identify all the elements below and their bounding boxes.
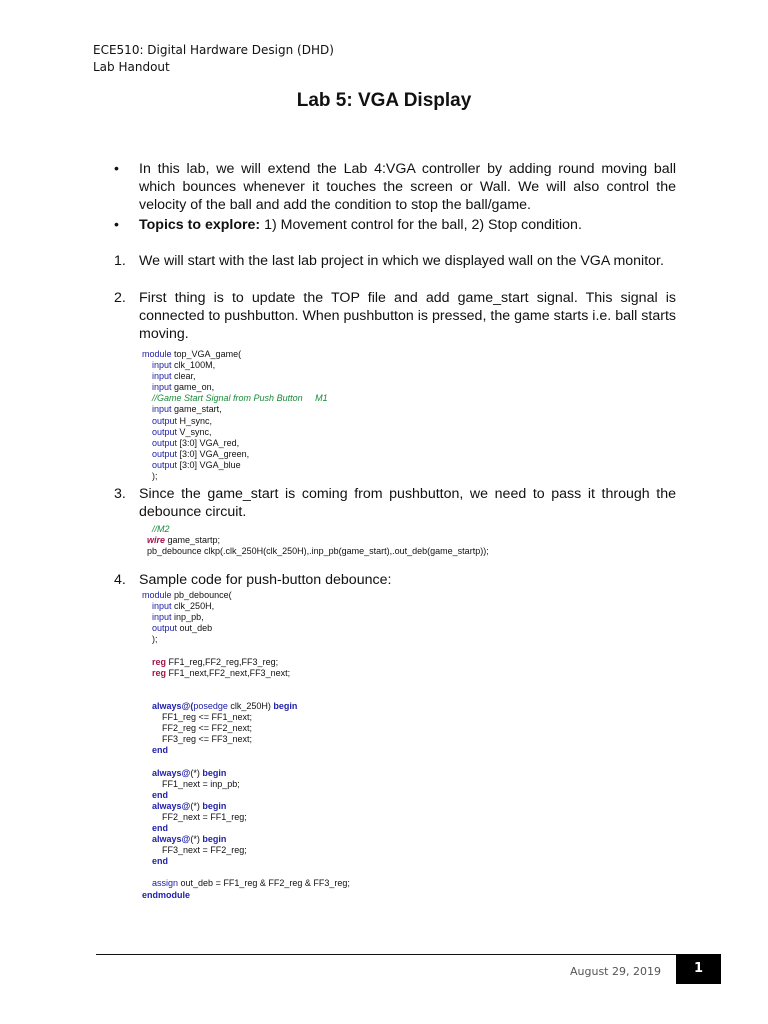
code-token — [142, 668, 152, 678]
bullet-text: In this lab, we will extend the Lab 4:VGA controller by adding round moving ball which bounces whenever it touches the screen or Wall. We will also control the velocity of the ball and add the condition to stop the ball/game. — [139, 161, 676, 214]
code-token: output — [152, 448, 178, 459]
code-line — [142, 801, 350, 812]
step-text: Sample code for push-button debounce: — [139, 572, 392, 588]
code-token — [142, 393, 152, 403]
code-line — [142, 427, 328, 438]
code-line — [142, 645, 350, 656]
code-token: //M2 — [152, 524, 170, 534]
code-line — [142, 690, 350, 701]
code-token: out_deb = FF1_reg & FF2_reg & FF3_reg; — [178, 878, 350, 889]
code-token: H_sync, — [177, 415, 213, 426]
code-token: game_startp; — [165, 535, 221, 546]
code-token: always@ — [152, 834, 191, 845]
code-token: end — [152, 745, 169, 756]
step-item — [114, 289, 676, 344]
code-token: game_on, — [171, 382, 215, 393]
code-line — [142, 404, 328, 415]
code-token: input — [152, 382, 172, 393]
code-line — [142, 546, 489, 557]
code-token — [142, 657, 152, 667]
step-number: 4. — [114, 572, 126, 588]
code-line — [142, 790, 350, 801]
code-token — [142, 416, 152, 426]
bullet-symbol: • — [114, 216, 119, 233]
code-token: output — [152, 437, 178, 448]
step-number: 3. — [114, 486, 126, 502]
code-token: reg — [152, 667, 167, 678]
bullet-symbol: • — [114, 161, 119, 177]
code-token — [142, 623, 152, 633]
code-token: FF2_reg <= FF2_next; — [142, 723, 253, 734]
code-token: FF1_next = inp_pb; — [142, 778, 240, 789]
code-token: posedge — [193, 700, 228, 711]
code-token: begin — [202, 800, 227, 811]
doc-type-header: Lab Handout — [93, 60, 170, 74]
code-line — [142, 393, 328, 404]
code-token — [142, 790, 152, 800]
code-line — [142, 349, 328, 360]
code-token — [142, 823, 152, 833]
code-line — [142, 679, 350, 690]
code-token: module — [142, 349, 172, 359]
code-line — [142, 867, 350, 878]
code-token — [142, 834, 152, 844]
code-line — [142, 524, 489, 535]
code-line — [142, 701, 350, 712]
code-line — [142, 590, 350, 601]
step-item — [114, 485, 676, 521]
code-line — [142, 438, 328, 449]
code-snippet-debounce-module — [142, 590, 350, 901]
code-token: endmodule — [142, 889, 191, 900]
code-line — [142, 657, 350, 668]
code-line — [142, 834, 350, 845]
bullet-item — [114, 160, 676, 215]
code-token: game_start, — [171, 404, 222, 415]
code-token — [142, 856, 152, 866]
code-token: wire — [147, 535, 166, 546]
code-token — [142, 801, 152, 811]
code-token: clk_100M, — [171, 360, 216, 371]
code-token: input — [152, 371, 172, 382]
code-token: assign — [152, 878, 179, 889]
bullet-text: 1) Movement control for the ball, 2) Stop condition. — [260, 216, 582, 233]
code-line — [142, 812, 350, 823]
code-snippet-debounce-instance — [142, 524, 489, 557]
code-line — [142, 382, 328, 393]
code-token: (*) — [190, 800, 203, 811]
code-line — [142, 712, 350, 723]
course-header: ECE510: Digital Hardware Design (DHD) — [93, 43, 334, 57]
code-line — [142, 371, 328, 382]
code-token — [142, 360, 152, 370]
footer-date: August 29, 2019 — [570, 965, 661, 978]
code-token — [142, 701, 152, 711]
code-token: input — [152, 360, 172, 371]
code-token: clear, — [171, 371, 196, 382]
code-token: inp_pb, — [171, 612, 204, 623]
code-token: top_VGA_game( — [171, 349, 242, 359]
code-line — [142, 745, 350, 756]
footer-rule — [96, 954, 676, 955]
code-token: end — [152, 856, 169, 867]
code-line — [142, 449, 328, 460]
code-token: ); — [142, 471, 158, 482]
code-line — [142, 856, 350, 867]
code-token: input — [152, 601, 172, 612]
code-token: always@ — [152, 767, 191, 778]
code-token: always@( — [152, 700, 194, 711]
code-line — [142, 634, 350, 645]
code-line — [142, 734, 350, 745]
code-line — [142, 823, 350, 834]
code-token — [142, 524, 152, 534]
code-token — [142, 449, 152, 459]
code-token: (*) — [190, 767, 203, 778]
code-token: end — [152, 789, 169, 800]
code-token — [142, 438, 152, 448]
code-line — [142, 779, 350, 790]
code-token: [3:0] VGA_green, — [177, 448, 250, 459]
code-token: clk_250H) — [227, 700, 274, 711]
code-line — [142, 845, 350, 856]
code-line — [142, 416, 328, 427]
code-token: output — [152, 623, 178, 634]
step-text: First thing is to update the TOP file and add game_start signal. This signal is connected to pushbutton. When pushbutton is pressed, the game starts i.e. ball starts moving. — [139, 290, 676, 343]
code-line — [142, 601, 350, 612]
code-token: output — [152, 415, 178, 426]
code-token: [3:0] VGA_red, — [177, 437, 240, 448]
code-token: FF1_reg <= FF1_next; — [142, 712, 253, 723]
step-text: Since the game_start is coming from pushbutton, we need to pass it through the debounce circuit. — [139, 486, 676, 521]
code-token — [142, 745, 152, 755]
code-token — [142, 878, 152, 888]
step-text: We will start with the last lab project in which we displayed wall on the VGA monitor. — [139, 253, 664, 269]
code-line — [142, 460, 328, 471]
page-title: Lab 5: VGA Display — [296, 90, 472, 111]
code-token — [142, 382, 152, 392]
code-line — [142, 768, 350, 779]
intro-bullets — [114, 160, 676, 234]
code-token: ); — [142, 634, 158, 645]
code-line — [142, 360, 328, 371]
code-token: begin — [273, 700, 298, 711]
code-token: output — [152, 426, 178, 437]
code-token: FF1_next,FF2_next,FF3_next; — [166, 667, 291, 678]
code-snippet-top-module — [142, 349, 328, 482]
code-line — [142, 878, 350, 889]
code-token: //Game Start Signal from Push Button M1 — [152, 393, 328, 404]
code-token: FF1_reg,FF2_reg,FF3_reg; — [166, 656, 279, 667]
code-token: [3:0] VGA_blue — [177, 459, 241, 470]
bullet-prefix: Topics to explore: — [139, 216, 261, 233]
code-token — [142, 612, 152, 622]
code-token — [142, 460, 152, 470]
code-token: reg — [152, 656, 167, 667]
code-token: FF3_next = FF2_reg; — [142, 845, 247, 856]
code-line — [142, 623, 350, 634]
code-line — [142, 612, 350, 623]
code-token — [142, 427, 152, 437]
code-token: input — [152, 612, 172, 623]
code-token: begin — [202, 834, 227, 845]
code-token: module — [142, 590, 172, 600]
code-token: V_sync, — [177, 426, 212, 437]
code-token: output — [152, 459, 178, 470]
code-line — [142, 668, 350, 679]
code-line — [142, 890, 350, 901]
step-item — [114, 571, 676, 589]
code-token — [142, 768, 152, 778]
step-number: 2. — [114, 290, 126, 306]
step-item — [114, 252, 676, 270]
code-token: end — [152, 822, 169, 833]
code-line — [142, 535, 489, 546]
bullet-item — [114, 216, 676, 234]
page-number: 1 — [676, 954, 721, 984]
code-token: begin — [202, 767, 227, 778]
code-token: input — [152, 404, 172, 415]
code-token — [142, 371, 152, 381]
code-token: out_deb — [177, 623, 213, 634]
code-token — [142, 404, 152, 414]
code-line — [142, 471, 328, 482]
code-token: always@ — [152, 800, 191, 811]
step-number: 1. — [114, 253, 126, 269]
code-token: pb_debounce clkp(.clk_250H(clk_250H),.inp_pb(game_start),.out_deb(game_startp)); — [142, 546, 489, 557]
code-token: pb_debounce( — [171, 590, 232, 600]
code-line — [142, 756, 350, 767]
code-line — [142, 723, 350, 734]
code-token: FF3_reg <= FF3_next; — [142, 734, 253, 745]
code-token: (*) — [190, 834, 203, 845]
code-token: FF2_next = FF1_reg; — [142, 811, 247, 822]
code-token: clk_250H, — [171, 601, 215, 612]
code-token — [142, 601, 152, 611]
